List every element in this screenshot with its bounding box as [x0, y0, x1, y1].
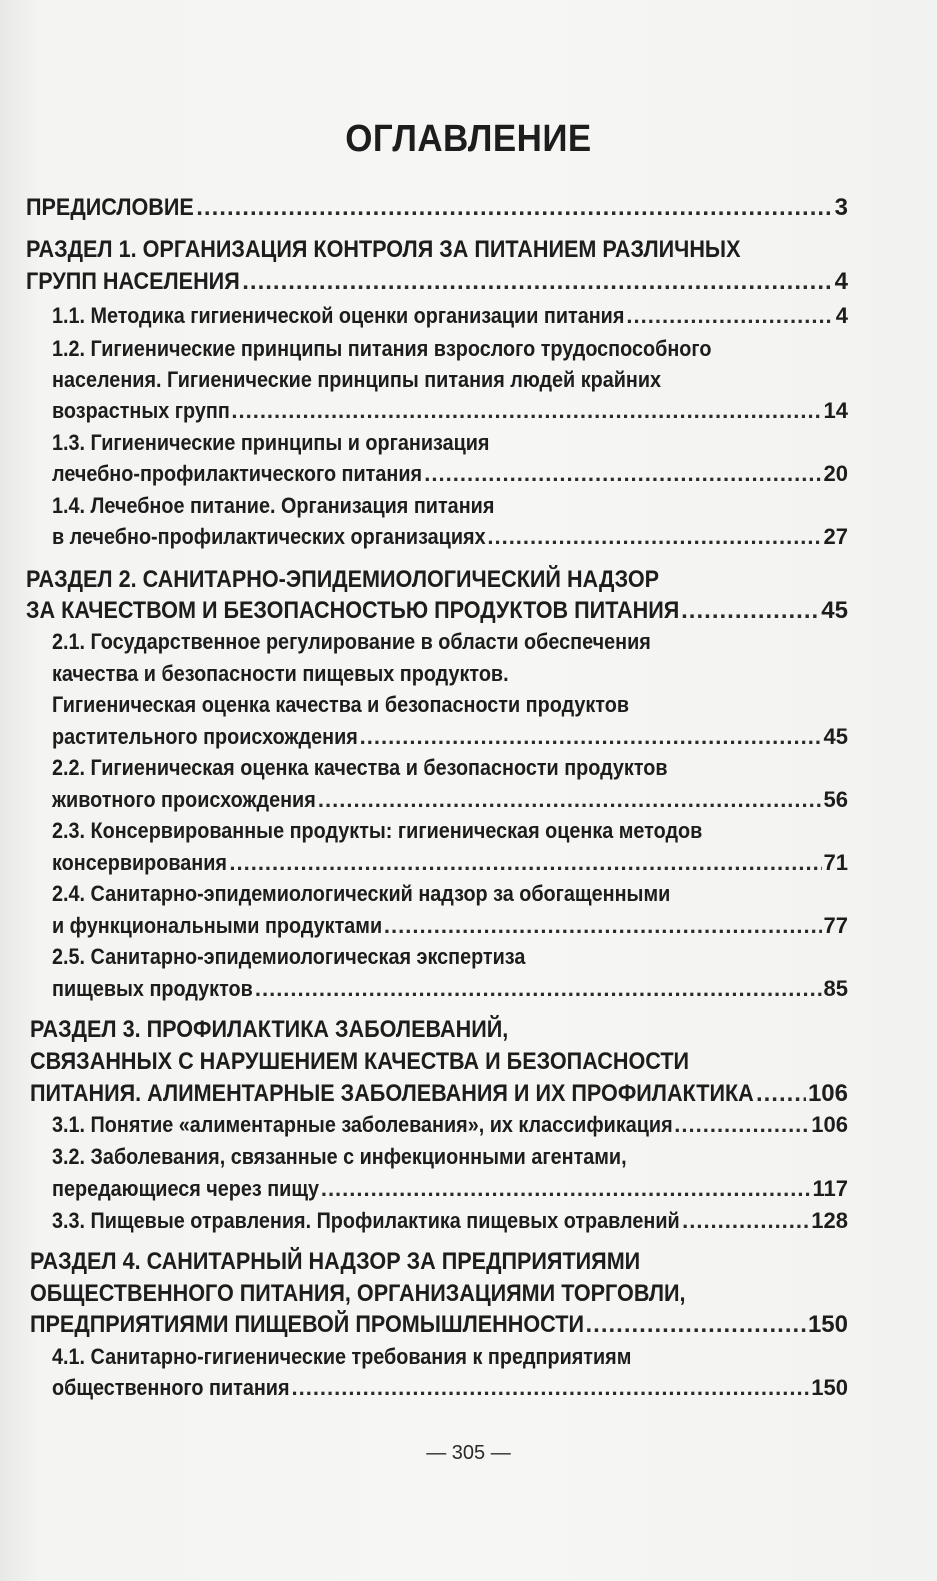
- toc-page-number: 27: [823, 524, 848, 549]
- toc-leader-dots: [360, 724, 822, 750]
- toc-entry-text: [52, 367, 661, 393]
- toc-leader-dots: [229, 850, 821, 876]
- toc-entry-text: [30, 1248, 640, 1276]
- toc-entry-label: Пищевые отравления. Профилактика пищевых отравлений: [90, 1208, 680, 1233]
- toc-page-number: 106: [811, 1112, 848, 1137]
- toc-leader-dots: [255, 976, 822, 1002]
- toc-subsection-line: [52, 430, 848, 456]
- toc-page-number: 4: [835, 303, 848, 328]
- toc-subsection-line: [52, 944, 848, 970]
- toc-entry-text: [52, 944, 525, 970]
- toc-entry-label: Гигиеническая оценка качества и безопасности продуктов: [52, 692, 630, 717]
- toc-subsection-line: [52, 976, 848, 1002]
- toc-subsection-line: [52, 913, 848, 939]
- toc-entry-number: 2.4.: [52, 881, 91, 906]
- page-number: — 305 —: [426, 1442, 511, 1464]
- toc-entry-label: Понятие «алиментарные заболевания», их классификация: [90, 1112, 673, 1137]
- toc-leader-dots: [585, 1311, 805, 1339]
- toc-subsection-line: [52, 850, 848, 876]
- toc-entry-number: 1.3.: [52, 430, 91, 455]
- toc-entry-number: 3.1.: [52, 1112, 91, 1137]
- toc-subsection-line: [52, 755, 848, 781]
- toc-page-number: 150: [811, 1375, 848, 1400]
- toc-entry-label: передающиеся через пищу: [52, 1176, 320, 1201]
- toc-subsection-line: [52, 493, 848, 519]
- toc-entry-text: [52, 976, 253, 1002]
- toc-page-number: 20: [823, 461, 848, 486]
- toc-entry-label: Государственное регулирование в области обеспечения: [90, 629, 651, 654]
- toc-entry-label: пищевых продуктов: [52, 976, 253, 1001]
- toc-entry-label: ЗА КАЧЕСТВОМ И БЕЗОПАСНОСТЬЮ ПРОДУКТОВ ПИТАНИЯ: [26, 597, 680, 624]
- toc-entry-text: [52, 303, 624, 329]
- toc-subsection-line: [52, 1375, 848, 1401]
- toc-leader-dots: [231, 398, 821, 424]
- toc-leader-dots: [384, 913, 822, 939]
- toc-entry-label: консервирования: [52, 850, 227, 875]
- toc-leader-dots: [291, 1375, 809, 1401]
- toc-entry-text: [52, 755, 668, 781]
- toc-page-number: 117: [812, 1176, 848, 1201]
- toc-entry-label: ГРУПП НАСЕЛЕНИЯ: [26, 268, 240, 295]
- toc-entry-text: [52, 461, 422, 487]
- toc-page-number: 71: [823, 850, 848, 875]
- toc-entry-text: [52, 1344, 631, 1370]
- toc-entry-text: [52, 661, 509, 687]
- toc-entry-number: 4.1.: [52, 1344, 91, 1369]
- toc-entry-label: Заболевания, связанные с инфекционными агентами,: [90, 1144, 627, 1169]
- toc-section-line: [26, 236, 848, 264]
- toc-entry-label: и функциональными продуктами: [52, 913, 383, 938]
- toc-entry-label: Санитарно-эпидемиологический надзор за обогащенными: [90, 881, 671, 906]
- toc-entry-number: 2.2.: [52, 755, 91, 780]
- toc-entry-text: [52, 692, 629, 718]
- toc-entry-number: 1.1.: [52, 303, 91, 328]
- toc-entry-text: [30, 1280, 686, 1308]
- toc-subsection-line: [52, 881, 848, 907]
- toc-entry-text: [52, 724, 358, 750]
- toc-entry-number: 3.2.: [52, 1144, 91, 1169]
- toc-subsection-line: [52, 461, 848, 487]
- toc-section-line: [26, 194, 848, 222]
- toc-section-line: [30, 1016, 848, 1044]
- toc-leader-dots: [756, 1080, 806, 1108]
- toc-entry-label: РАЗДЕЛ 2. САНИТАРНО-ЭПИДЕМИОЛОГИЧЕСКИЙ НАДЗОР: [26, 566, 660, 593]
- toc-subsection-line: [52, 661, 848, 687]
- toc-section-line: [26, 566, 848, 594]
- toc-entry-label: растительного происхождения: [52, 724, 358, 749]
- toc-leader-dots: [321, 1176, 811, 1202]
- toc-page-number: 56: [823, 787, 848, 812]
- toc-entry-text: [52, 524, 486, 550]
- toc-entry-label: ОБЩЕСТВЕННОГО ПИТАНИЯ, ОРГАНИЗАЦИЯМИ ТОРГОВЛИ,: [30, 1280, 686, 1307]
- toc-entry-label: Санитарно-гигиенические требования к предприятиям: [90, 1344, 632, 1369]
- toc-entry-text: [52, 1375, 290, 1401]
- toc-entry-label: Гигиенические принципы питания взрослого трудоспособного: [90, 336, 712, 361]
- toc-section-line: [26, 597, 848, 625]
- page-title: ОГЛАВЛЕНИЕ: [345, 118, 592, 160]
- toc-subsection-line: [52, 787, 848, 813]
- toc-leader-dots: [318, 787, 822, 813]
- toc-subsection-line: [52, 336, 848, 362]
- toc-entry-text: [30, 1016, 508, 1044]
- toc-section-line: [30, 1080, 848, 1108]
- toc-subsection-line: [52, 818, 848, 844]
- toc-entry-number: 2.5.: [52, 944, 91, 969]
- toc-entry-text: [30, 1080, 754, 1108]
- toc-section-line: [30, 1048, 848, 1076]
- toc-entry-label: Методика гигиенической оценки организации питания: [90, 303, 625, 328]
- toc-entry-text: [52, 629, 651, 655]
- toc-entry-text: [30, 1048, 689, 1076]
- toc-page-number: 45: [823, 724, 848, 749]
- toc-entry-label: в лечебно-профилактических организациях: [52, 524, 486, 549]
- toc-section-line: [30, 1248, 848, 1276]
- toc-entry-text: [52, 336, 711, 362]
- toc-entry-number: 2.1.: [52, 629, 91, 654]
- toc-subsection-line: [52, 1112, 848, 1138]
- toc-entry-label: животного происхождения: [52, 787, 316, 812]
- toc-entry-label: РАЗДЕЛ 4. САНИТАРНЫЙ НАДЗОР ЗА ПРЕДПРИЯТИЯМИ: [30, 1248, 641, 1275]
- toc-section-line: [30, 1280, 848, 1308]
- toc-entry-text: [52, 1176, 319, 1202]
- toc-subsection-line: [52, 524, 848, 550]
- toc-subsection-line: [52, 692, 848, 718]
- toc-subsection-line: [52, 1144, 848, 1170]
- toc-subsection-line: [52, 398, 848, 424]
- toc-entry-number: 3.3.: [52, 1208, 91, 1233]
- toc-leader-dots: [242, 268, 832, 296]
- toc-subsection-line: [52, 629, 848, 655]
- toc-entry-label: лечебно-профилактического питания: [52, 461, 423, 486]
- toc-subsection-line: [52, 1176, 848, 1202]
- toc-leader-dots: [674, 1112, 809, 1138]
- toc-page-number: 106: [807, 1080, 848, 1107]
- toc-entry-label: ПИТАНИЯ. АЛИМЕНТАРНЫЕ ЗАБОЛЕВАНИЯ И ИХ ПРОФИЛАКТИКА: [30, 1080, 754, 1107]
- toc-entry-text: [52, 850, 227, 876]
- toc-entry-label: возрастных групп: [52, 398, 230, 423]
- toc-page-number: 128: [811, 1208, 848, 1233]
- toc-entry-label: Гигиенические принципы и организация: [90, 430, 490, 455]
- toc-page-number: 3: [834, 194, 848, 221]
- toc-entry-label: СВЯЗАННЫХ С НАРУШЕНИЕМ КАЧЕСТВА И БЕЗОПАСНОСТИ: [30, 1048, 690, 1075]
- toc-leader-dots: [681, 597, 819, 625]
- toc-entry-label: населения. Гигиенические принципы питания людей крайних: [52, 367, 662, 392]
- toc-entry-label: качества и безопасности пищевых продуктов.: [52, 661, 509, 686]
- toc-entry-text: [26, 597, 679, 625]
- toc-entry-text: [26, 194, 194, 222]
- toc-subsection-line: [52, 1208, 848, 1234]
- toc-entry-text: [52, 881, 670, 907]
- toc-entry-label: Лечебное питание. Организация питания: [90, 493, 495, 518]
- toc-page-number: 45: [821, 597, 848, 624]
- toc-entry-text: [52, 787, 316, 813]
- toc-entry-text: [52, 1144, 627, 1170]
- toc-entry-text: [52, 818, 702, 844]
- toc-leader-dots: [487, 524, 821, 550]
- toc-section-line: [26, 268, 848, 296]
- toc-entry-number: 1.4.: [52, 493, 91, 518]
- toc-entry-label: Консервированные продукты: гигиеническая оценка методов: [90, 818, 703, 843]
- toc-entry-text: [52, 430, 489, 456]
- toc-subsection-line: [52, 303, 848, 329]
- toc-entry-label: Санитарно-эпидемиологическая экспертиза: [90, 944, 526, 969]
- toc-entry-text: [52, 493, 494, 519]
- toc-entry-number: 2.3.: [52, 818, 91, 843]
- toc-page-number: 4: [834, 268, 848, 295]
- toc-entry-text: [30, 1311, 584, 1339]
- toc-entry-label: общественного питания: [52, 1375, 290, 1400]
- toc-entry-label: ПРЕДПРИЯТИЯМИ ПИЩЕВОЙ ПРОМЫШЛЕННОСТИ: [30, 1311, 584, 1338]
- toc-section-line: [30, 1311, 848, 1339]
- toc-entry-label: Гигиеническая оценка качества и безопасности продуктов: [90, 755, 668, 780]
- toc-entry-text: [26, 268, 240, 296]
- toc-entry-text: [52, 1208, 680, 1234]
- toc-subsection-line: [52, 367, 848, 393]
- toc-page-number: 77: [823, 913, 848, 938]
- toc-leader-dots: [682, 1208, 809, 1234]
- toc-page-number: 150: [807, 1311, 848, 1338]
- toc-entry-text: [52, 1112, 673, 1138]
- toc-page-number: 14: [823, 398, 848, 423]
- toc-entry-label: ПРЕДИСЛОВИЕ: [26, 194, 194, 221]
- toc-entry-label: РАЗДЕЛ 3. ПРОФИЛАКТИКА ЗАБОЛЕВАНИЙ,: [30, 1016, 509, 1043]
- toc-leader-dots: [626, 303, 833, 329]
- toc-entry-text: [26, 236, 740, 264]
- toc-leader-dots: [196, 194, 832, 222]
- toc-entry-text: [26, 566, 659, 594]
- toc-entry-label: РАЗДЕЛ 1. ОРГАНИЗАЦИЯ КОНТРОЛЯ ЗА ПИТАНИЕМ РАЗЛИЧНЫХ: [26, 236, 741, 263]
- toc-entry-text: [52, 398, 230, 424]
- toc-leader-dots: [424, 461, 821, 487]
- toc-page-number: 85: [823, 976, 848, 1001]
- toc-subsection-line: [52, 1344, 848, 1370]
- toc-entry-number: 1.2.: [52, 336, 91, 361]
- toc-entry-text: [52, 913, 382, 939]
- toc-subsection-line: [52, 724, 848, 750]
